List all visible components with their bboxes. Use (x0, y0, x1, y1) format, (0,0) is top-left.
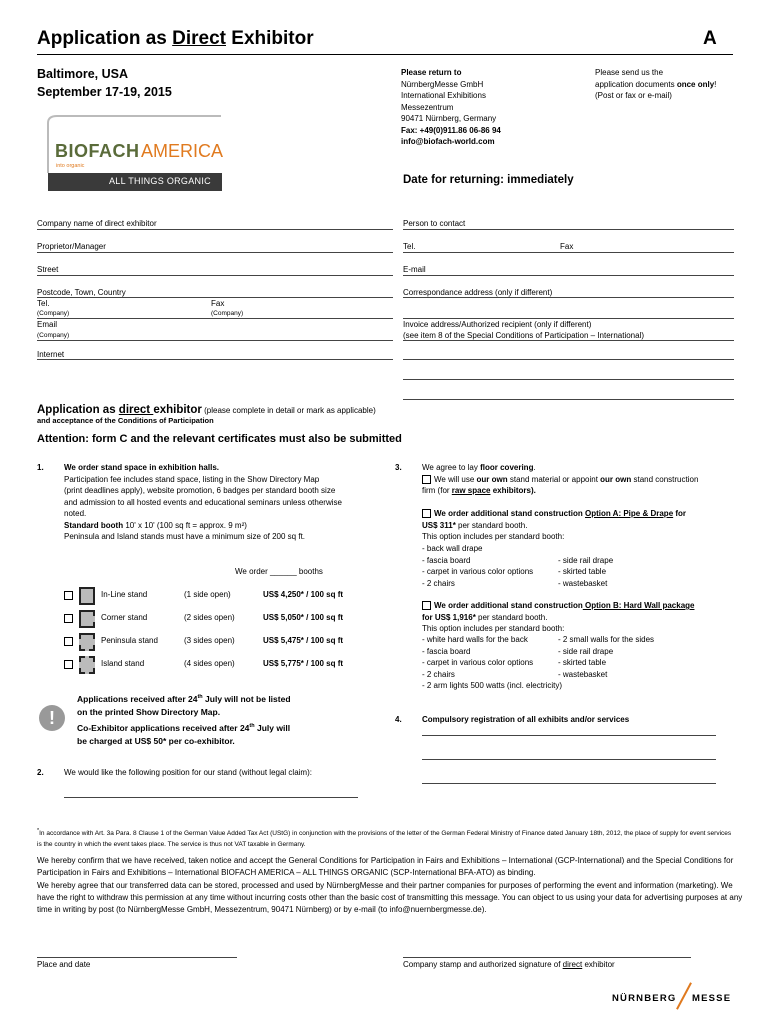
corner-checkbox[interactable] (64, 614, 73, 623)
confirm-text: We hereby confirm that we have received, taken notice and accept the General Conditions for Participation in Fairs and Exhibitions – International (GCP-International) and the Special Conditions for Participation in Fairs and Exhibitions – International BIOFACH AMERICA – ALL THINGS ORGANIC (SCP-International BFA-ATO) as binding. (37, 856, 734, 877)
option-a-items-left: - back wall drape - fascia board - carpet in various color options - 2 chairs (422, 544, 534, 588)
stand-open: (1 side open) (184, 590, 231, 599)
peninsula-booth-icon (79, 633, 95, 651)
email-label: E-mail (403, 265, 426, 274)
data-agreement-text: We hereby agree that our transferred data can be stored, processed and used by NürnbergMesse and their partner companies for purposes of performing the event and information (marketing). We have the right to withdraw this permission at any time without incurring costs other than the basic cost of transmitting this message. You can object to us using your data for advertising purposes at any time in writing by post (to NürnbergMesse GmbH, Messezentrum, 90471 Nürnberg) or by e-mail (to info@nuernbergmesse.de). (37, 881, 743, 914)
invoice-label: Invoice address/Authorized recipient (only if different) (403, 320, 592, 329)
email2-label: Email (37, 320, 58, 329)
return-line: NürnbergMesse GmbH (401, 79, 484, 89)
title-rule (37, 54, 733, 55)
stand-name: Peninsula stand (101, 636, 158, 645)
stand-name: Island stand (101, 659, 145, 668)
signature-line[interactable] (403, 957, 691, 958)
send-line: application documents once only! (595, 79, 717, 89)
event-city: Baltimore, USA (37, 67, 128, 81)
stand-price: US$ 5,775* / 100 sq ft (263, 659, 344, 668)
place-date-line[interactable] (37, 957, 237, 958)
option-b-block (422, 600, 742, 635)
option-a-items-right: - side rail drape - skirted table - wastebasket (558, 555, 614, 588)
option-a-price: US$ 311* per standard booth. (422, 520, 528, 530)
we-order-booths: We order ______ booths (235, 567, 323, 576)
warning-text: Applications received after 24th July will not be listed on the printed Show Directory Map. Co-Exhibitor applications received after 24th July will be charged at US$ 50* per co-exhibitor. (77, 693, 291, 747)
application-heading: Application as direct exhibitor (please complete in detail or mark as applicable) (37, 404, 376, 416)
person-contact-label: Person to contact (403, 219, 466, 228)
logo-nuernberg: NÜRNBERG (612, 993, 677, 1004)
logo-tagline: ALL THINGS ORGANIC (109, 176, 211, 186)
option-b-includes: This option includes per standard booth: (422, 624, 565, 633)
inline-booth-icon (79, 587, 95, 605)
stand-name: In-Line stand (101, 590, 148, 599)
corner-booth-icon (79, 610, 95, 628)
section-1-line: (print deadlines apply), website promotion, 6 badges per standard booth size (64, 486, 336, 495)
peninsula-note: Peninsula and Island stands must have a minimum size of 200 sq ft. (64, 532, 306, 541)
section-2-number: 2. (37, 768, 44, 777)
postcode-label: Postcode, Town, Country (37, 288, 126, 297)
proprietor-line[interactable] (37, 252, 393, 253)
section-1-heading: We order stand space in exhibition halls. (64, 463, 219, 472)
company-name-line[interactable] (37, 229, 393, 230)
return-line: Messezentrum (401, 102, 454, 112)
invoice-note: (see item 8 of the Special Conditions of Participation – International) (403, 331, 645, 340)
option-b-items-left: - white hard walls for the back - fascia board - carpet in various color options - 2 chairs - 2 arm lights 500 watts (incl. electricity) (422, 635, 563, 690)
page-title: Application as Direct Exhibitor (37, 28, 314, 49)
logo-into-organic: into organic (56, 163, 85, 169)
company-name-label: Company name of direct exhibitor (37, 219, 157, 228)
return-address (401, 67, 501, 148)
postcode-line[interactable] (37, 297, 393, 298)
form-letter: A (703, 28, 717, 49)
section-1-number: 1. (37, 463, 44, 472)
exhibits-line-3[interactable] (422, 783, 716, 784)
company-paren-label: (Company) (37, 310, 70, 317)
email-line[interactable] (403, 275, 734, 276)
company-paren-label: (Company) (211, 310, 244, 317)
section-4-text: Compulsory registration of all exhibits and/or services (422, 715, 630, 724)
invoice-line[interactable] (403, 340, 734, 341)
stand-row-peninsula (64, 633, 384, 653)
send-line: (Post or fax or e-mail) (595, 91, 672, 100)
attention-note: Attention: form C and the relevant certificates must also be submitted (37, 433, 402, 445)
own-stand-checkbox[interactable] (422, 475, 431, 484)
stand-price: US$ 5,050* / 100 sq ft (263, 613, 344, 622)
company-paren-label: (Company) (37, 332, 70, 339)
option-a-line: We order additional stand construction Option A: Pipe & Drape for (422, 508, 742, 520)
warning-icon: ! (39, 705, 65, 731)
return-fax: Fax: +49(0)911.86 06-86 94 (401, 125, 501, 135)
fax-label: Fax (560, 242, 574, 251)
date-returning: Date for returning: immediately (403, 174, 574, 186)
logo-messe: MESSE (692, 993, 732, 1004)
exhibits-line-2[interactable] (422, 759, 716, 760)
option-b-checkbox[interactable] (422, 601, 431, 610)
return-line: 90471 Nürnberg, Germany (401, 114, 497, 123)
invoice-line-4[interactable] (403, 399, 734, 400)
stand-row-island (64, 656, 384, 676)
stand-open: (3 sides open) (184, 636, 235, 645)
fax2-label: Fax (211, 299, 225, 308)
invoice-line-2[interactable] (403, 359, 734, 360)
own-stand-line: We will use our own stand material or appoint our own stand construction (422, 474, 742, 486)
stand-price: US$ 5,475* / 100 sq ft (263, 636, 344, 645)
tel2-label: Tel. (37, 299, 50, 308)
logo-america: AMERICA (141, 141, 224, 161)
inline-checkbox[interactable] (64, 591, 73, 600)
logo-biofach: BIOFACH (55, 141, 140, 161)
standard-booth-line: Standard booth 10' x 10' (100 sq ft = approx. 9 m²) (64, 520, 247, 530)
section-3-body (422, 462, 742, 543)
option-b-line: We order additional stand construction Option B: Hard Wall package (422, 600, 742, 612)
section-1-line: and admission to all hosted events and educational seminars unless otherwise (64, 497, 342, 507)
section-1-body (64, 462, 384, 543)
person-contact-line[interactable] (403, 229, 734, 230)
place-date-label: Place and date (37, 960, 91, 969)
section-1-line: Participation fee includes stand space, listing in the Show Directory Map (64, 474, 320, 484)
send-line: Please send us the (595, 68, 664, 77)
logo-slash (676, 982, 692, 1009)
stand-price: US$ 4,250* / 100 sq ft (263, 590, 344, 599)
application-subheading: and acceptance of the Conditions of Participation (37, 416, 214, 425)
stand-position-line[interactable] (64, 797, 358, 798)
send-note (595, 67, 716, 102)
stand-row-inline (64, 587, 384, 607)
event-dates: September 17-19, 2015 (37, 85, 172, 99)
option-a-includes: This option includes per standard booth: (422, 532, 565, 541)
correspondence-label: Correspondance address (only if different) (403, 288, 553, 297)
tel2-fax2-line[interactable] (37, 318, 393, 319)
signature-label: Company stamp and authorized signature of direct exhibitor (403, 960, 615, 969)
biofach-logo (45, 113, 225, 193)
peninsula-checkbox[interactable] (64, 637, 73, 646)
vat-footnote: *In accordance with Art. 3a Para. 8 Clause 1 of the German Value Added Tax Act (UStG) in conjunction with the provisions of the letter of the German Federal Ministry of Finance dated January 18th, 2012, the place of supply for event services is the country in which the event takes place. The service is thus not VAT taxable in Germany. (37, 828, 732, 849)
invoice-line-3[interactable] (403, 379, 734, 380)
tel-fax-line[interactable] (403, 252, 734, 253)
section-3-number: 3. (395, 463, 402, 472)
stand-row-corner (64, 610, 384, 630)
return-title: Please return to (401, 68, 462, 77)
section-1-line: noted. (64, 509, 87, 518)
correspondence-line[interactable] (403, 297, 734, 298)
email2-line[interactable] (37, 340, 393, 341)
stand-open: (2 sides open) (184, 613, 235, 622)
stand-name: Corner stand (101, 613, 148, 622)
street-label: Street (37, 265, 59, 274)
return-email: info@biofach-world.com (401, 137, 495, 146)
nuernbergmesse-logo (612, 979, 737, 1011)
island-booth-icon (79, 656, 95, 674)
proprietor-label: Proprietor/Manager (37, 242, 106, 251)
internet-label: Internet (37, 350, 65, 359)
internet-line[interactable] (37, 359, 393, 360)
street-line[interactable] (37, 275, 393, 276)
option-a-checkbox[interactable] (422, 509, 431, 518)
option-b-price: for US$ 1,916* per standard booth. (422, 612, 548, 622)
island-checkbox[interactable] (64, 660, 73, 669)
return-line: International Exhibitions (401, 91, 486, 100)
stand-open: (4 sides open) (184, 659, 235, 668)
correspondence-line-2[interactable] (403, 318, 734, 319)
exhibits-line-1[interactable] (422, 735, 716, 736)
option-b-items-right: - 2 small walls for the sides - side rail drape - skirted table - wastebasket (558, 635, 655, 679)
tel-label: Tel. (403, 242, 416, 251)
section-4-number: 4. (395, 715, 402, 724)
own-stand-line-2: firm (for raw space exhibitors). (422, 486, 536, 495)
floor-covering-line: We agree to lay floor covering. (422, 463, 536, 472)
section-2-text: We would like the following position for our stand (without legal claim): (64, 768, 312, 777)
